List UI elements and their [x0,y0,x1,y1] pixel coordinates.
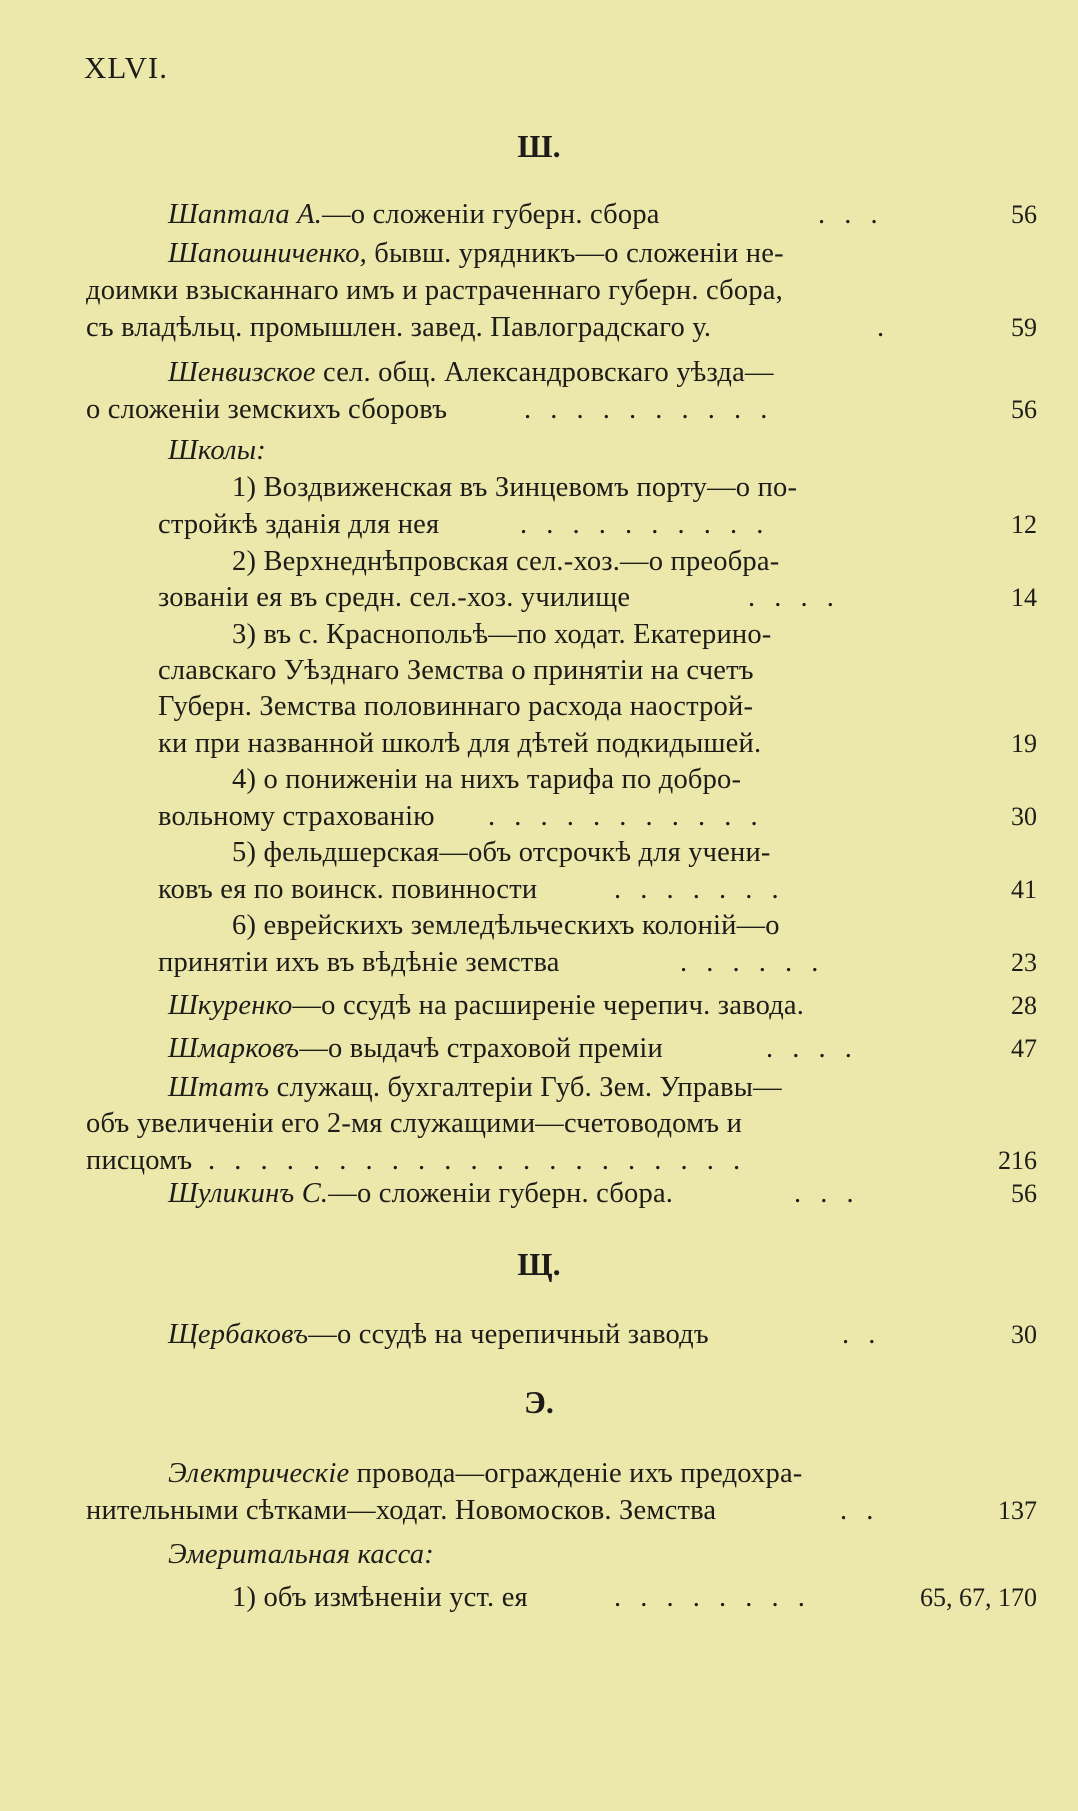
leader-dots: . . . . [748,582,840,613]
leader-dots: . . [842,1319,882,1350]
entry-text: принятіи ихъ въ вѣдѣніе земства [158,947,560,978]
page-reference: 30 [1011,802,1037,831]
page-reference: 56 [1011,200,1037,229]
leader-dots: . . . [794,1178,860,1209]
entry-heading: Щербаковъ [168,1319,309,1350]
entry-heading: Шмарковъ [168,1033,300,1064]
entry-text: 2) Верхнеднѣпровская сел.-хоз.—о преобра- [232,546,780,577]
entry-text: —о выдачѣ страховой преміи [299,1033,663,1064]
page-number: XLVI. [84,50,168,85]
page-reference: 28 [1011,991,1037,1020]
page-reference: 41 [1011,875,1037,904]
entry-text: стройкѣ зданія для нея [158,509,440,540]
section-heading-sha: Ш. [517,128,561,164]
entry-text: 4) о пониженіи на нихъ тарифа по добро- [232,764,742,795]
entry-text: 1) объ измѣненіи уст. ея [232,1582,528,1613]
entry-text: доимки взысканнаго имъ и растраченнаго губерн. сбора, [86,275,783,306]
page-reference: 56 [1011,1179,1037,1208]
page-reference: 30 [1011,1320,1037,1349]
entry-text: Губерн. Земства половиннаго расхода наострой- [158,691,754,722]
entry-heading: Эмеритальная касса: [168,1539,434,1570]
page-reference: 47 [1011,1034,1037,1063]
entry-text: —о ссудѣ на черепичный заводъ [308,1319,709,1350]
entry-text: 5) фельдшерская—объ отсрочкѣ для учени- [232,837,771,868]
page-reference: 216 [998,1146,1037,1175]
page-reference: 56 [1011,395,1037,424]
entry-text: нительными сѣтками—ходат. Новомосков. Земства [86,1495,717,1526]
leader-dots: . . . . . . . . [614,1582,811,1613]
entry-heading: Шенвизское [168,357,316,388]
leader-dots: . . . [818,199,884,230]
entry-text: писцомъ [86,1145,193,1176]
entry-text: служащ. бухгалтеріи Губ. Зем. Управы— [269,1072,782,1103]
entry-text: —о сложеніи губерн. сбора. [328,1178,674,1209]
entry-text: сел. общ. Александровскаго уѣзда— [315,357,774,388]
page-reference: 137 [998,1496,1037,1525]
entry-text: зованіи ея въ средн. сел.-хоз. училище [158,582,631,613]
entry-heading: Штатъ [168,1072,270,1103]
entry-heading: Школы: [168,435,266,466]
entry-text: ки при названной школѣ для дѣтей подкидышей. [158,728,762,759]
entry-text: 6) еврейскихъ земледѣльческихъ колоній—о [232,910,780,941]
entry-text: —о сложеніи губерн. сбора [322,199,660,230]
entry-text: о сложеніи земскихъ сборовъ [86,394,448,425]
leader-dots: . [877,312,891,343]
leader-dots: . . . . . . . . . . . [488,801,764,832]
section-heading-shcha: Щ. [517,1246,561,1282]
entry-text: провода—огражденіе ихъ предохра- [349,1458,803,1489]
entry-text: —о ссудѣ на расширеніе черепич. завода. [292,990,805,1021]
page-reference: 14 [1011,583,1037,612]
entry-text: бывш. урядникъ—о сложеніи не- [366,238,784,269]
entry-text: 1) Воздвиженская въ Зинцевомъ порту—о по- [232,472,798,503]
entry-text: вольному страхованію [158,801,435,832]
leader-dots: . . . . [766,1033,858,1064]
entry-heading: Шапошниченко, [168,238,367,269]
entry-text: ковъ ея по воинск. повинности [158,874,538,905]
leader-dots: . . . . . . . . . . . . . . . . . . . . . [208,1145,747,1176]
entry-text: объ увеличеніи его 2-мя служащими—счетоводомъ и [86,1108,743,1139]
entry-text: съ владѣльц. промышлен. завед. Павлоградскаго у. [86,312,712,343]
page-reference: 23 [1011,948,1037,977]
leader-dots: . . . . . . . . . . [524,394,774,425]
page-reference: 19 [1011,729,1037,758]
page-reference: 12 [1011,510,1037,539]
entry-text: славскаго Уѣзднаго Земства о принятіи на счетъ [158,655,754,686]
entry-heading: Шкуренко [168,990,293,1021]
page-reference: 59 [1011,313,1037,342]
leader-dots: . . . . . . . [614,874,785,905]
entry-text: 3) въ с. Краснопольѣ—по ходат. Екатерино- [232,619,772,650]
leader-dots: . . . . . . . . . . [520,509,770,540]
leader-dots: . . [840,1495,880,1526]
section-heading-e: Э. [524,1384,554,1420]
entry-heading: Электрическіе [168,1458,350,1489]
leader-dots: . . . . . . [680,947,825,978]
entry-heading: Шаптала А. [168,199,323,230]
page-reference: 65, 67, 170 [920,1583,1037,1612]
entry-heading: Шуликинъ С. [168,1178,329,1209]
